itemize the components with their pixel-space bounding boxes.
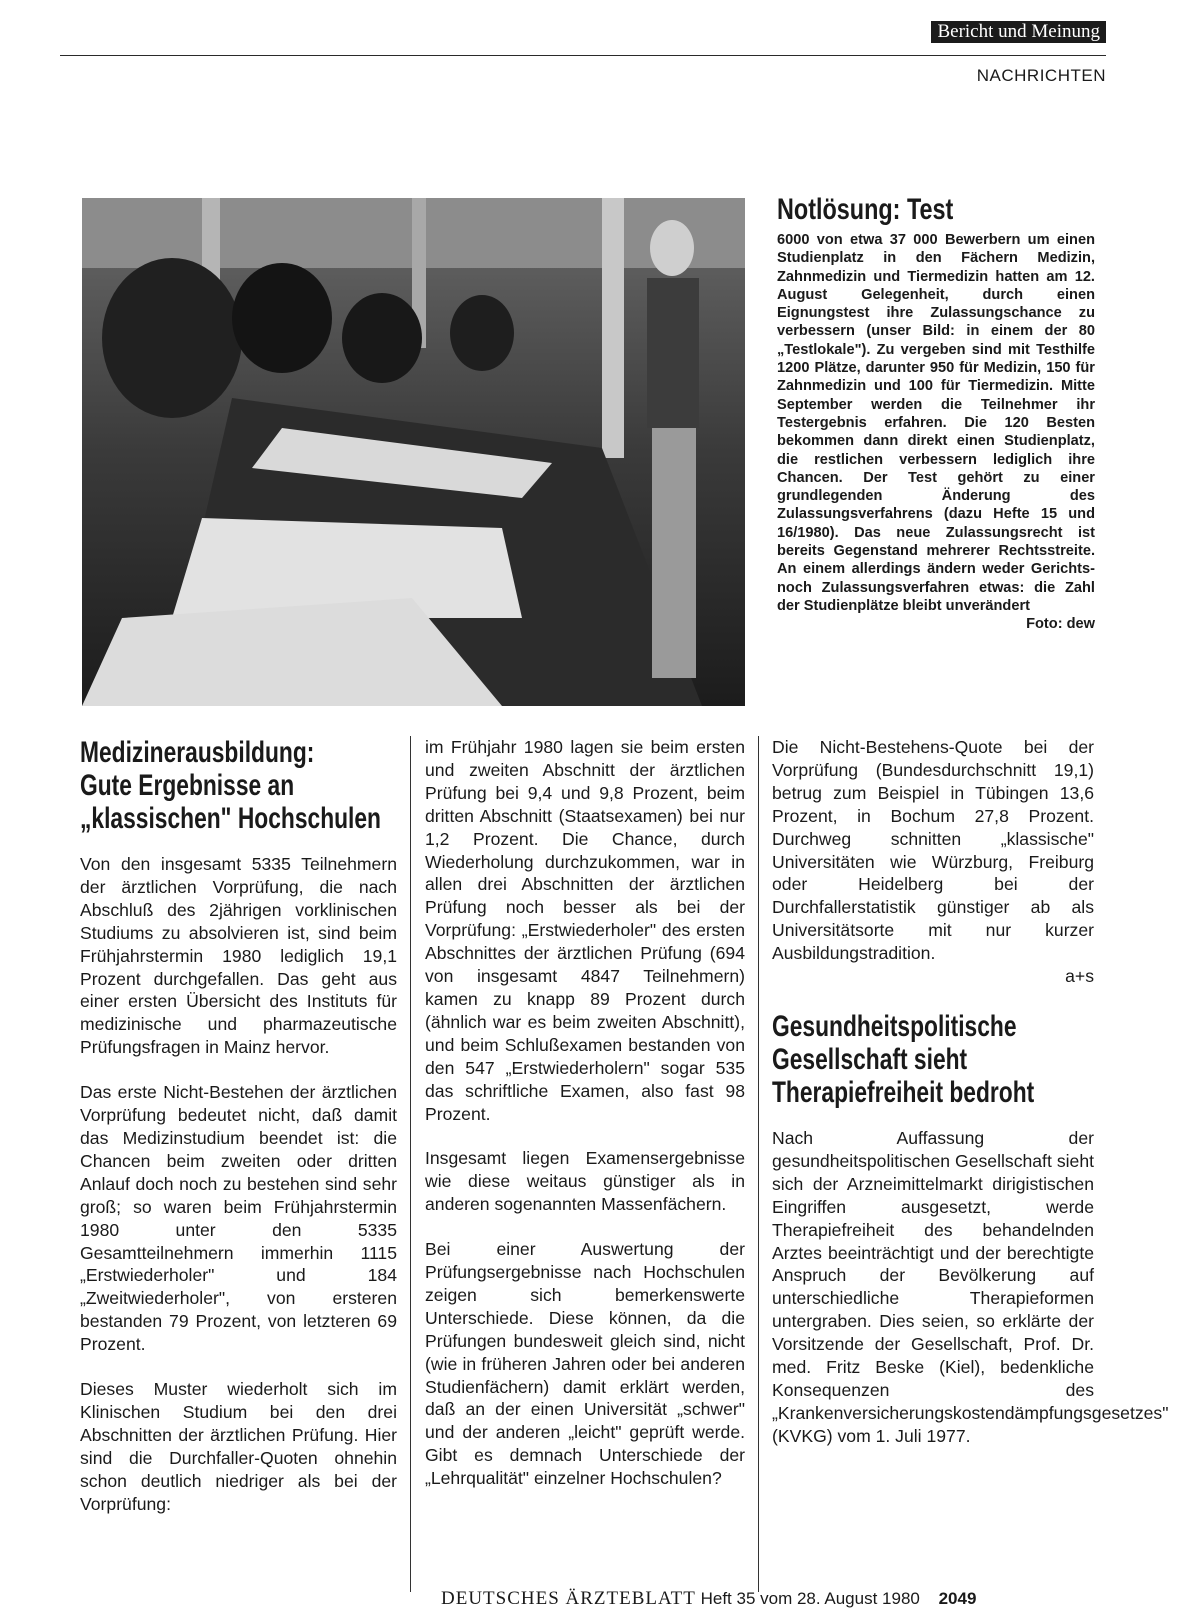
article-column-2 [425,736,745,1512]
header-rule [60,55,1106,56]
paragraph: Von den insgesamt 5335 Teilnehmern der ärztlichen Vorprüfung, die nach Abschluß des 2jährigen vorklinischen Studiums zu absolvieren ist, sind beim Frühjahrstermin 1980 lediglich 19,1 Prozent durchgefallen. Das geht aus einer ersten Übersicht des Instituts für medizinische und pharmazeutische Prüfungsfragen in Mainz hervor. [80,854,397,1058]
headline-line: Therapiefreiheit bedroht [772,1075,1035,1109]
issue-info: Heft 35 vom 28. August 1980 [700,1589,920,1608]
article-column-1 [80,736,397,1537]
caption-body [777,231,1095,633]
caption-title: Notlösung: Test [777,193,954,226]
section-badge: Bericht und Meinung [931,21,1106,43]
paragraph: Bei einer Auswertung der Prüfungsergebnisse nach Hochschulen zeigen sich bemerkenswerte Unterschiede. Diese können, da die Prüfungen bundesweit gleich sind, nicht (wie in früheren Jahren oder bei anderen Studienfächern) damit erklärt werden, daß an der einen Universität „schwer" und der anderen „leicht" geprüft werde. Gibt es demnach Unterschiede der „Lehrqualität" einzelner Hochschulen? [425,1239,745,1489]
paragraph: Die Nicht-Bestehens-Quote bei der Vorprüfung (Bundesdurchschnitt 19,1) betrug zum Beispiel in Tübingen 13,6 Prozent, in Bochum 27,8 Prozent. Durchweg schnitten „klassische" Universitäten wie Würzburg, Freiburg oder Heidelberg bei der Durchfallerstatistik günstiger ab als Universitätsorte mit nur kurzer Ausbildungstradition. [772,737,1094,964]
paragraph: Dieses Muster wiederholt sich im Klinischen Studium bei den drei Abschnitten der ärztlichen Prüfung. Hier sind die Durchfaller-Quoten ohnehin schon deutlich niedriger als bei der Vorprüfung: [80,1379,397,1514]
page-number: 2049 [938,1589,977,1608]
paragraph: Das erste Nicht-Bestehen der ärztlichen Vorprüfung bedeutet nicht, daß damit das Medizinstudium beendet ist: die Chancen beim zweiten oder dritten Anlauf doch noch zu bestehen sind sehr groß; so waren beim Frühjahrstermin 1980 unter den 5335 Gesamtteilnehmern immerhin 1115 „Erstwiederholer" und 184 „Zweitwiederholer", von ersteren bestanden 79 Prozent, von letzteren 69 Prozent. [80,1082,397,1355]
headline-line: Gesundheitspolitische [772,1009,1017,1043]
article-headline [772,1009,1035,1109]
photo-credit: Foto: dew [1026,616,1095,633]
headline-line: Gesellschaft sieht [772,1042,968,1076]
photo-caption [777,193,1095,634]
caption-text: 6000 von etwa 37 000 Bewerbern um einen Studienplatz in den Fächern Medizin, Zahnmedizin und Tiermedizin hatten am 12. August Gelegenheit, durch einen Eignungstest ihre Zulassungschance zu verbessern (unser Bild: in einem der 80 „Testlokale"). Zu vergeben sind mit Testhilfe 1200 Plätze, darunter 950 für Medizin, 150 für Zahnmedizin und 100 für Tiermedizin. Mitte September werden die Teilnehmer ihr Testergebnis erfahren. Die 120 Besten bekommen dann direkt einen Studienplatz, die restlichen verbessern lediglich ihre Chancen. Der Test gehört zu einer grundlegenden Änderung des Zulassungsverfahrens (dazu Hefte 15 und 16/1980). Das neue Zulassungsrecht ist bereits Gegenstand mehrerer Rechtsstreite. An einem allerdings ändern weder Gerichts- noch Zulassungsverfahren etwas: die Zahl der Studienplätze bleibt unverändert [777,232,1095,614]
headline-line: „klassischen" Hochschulen [80,802,381,835]
signature-line [772,965,1094,988]
section-label: NACHRICHTEN [976,66,1106,85]
column-divider [410,736,411,1592]
paragraph: Insgesamt liegen Examensergebnisse wie diese weitaus günstiger als in anderen sogenannten Massenfächern. [425,1148,745,1215]
paragraph: Nach Auffassung der gesundheitspolitischen Gesellschaft sieht sich der Arzneimittelmarkt dirigistischen Eingriffen ausgesetzt, werde Therapiefreiheit des behandelnden Arztes beeinträchtigt und der berechtigte Anspruch der Bevölkerung auf unterschiedliche Therapieformen untergraben. Dies seien, so erklärte der Vorsitzende der Gesellschaft, Prof. Dr. med. Fritz Beske (Kiel), bedenkliche Konsequenzen des „Krankenversicherungskostendämpfungsgesetzes" (KVKG) vom 1. Juli 1977. [772,1127,1169,1446]
paragraph: im Frühjahr 1980 lagen sie beim ersten und zweiten Abschnitt der ärztlichen Prüfung bei 9,4 und 9,8 Prozent, beim dritten Abschnitt (Staatsexamen) bei nur 1,2 Prozent. Die Chance, durch Wiederholung durchzukommen, war in allen drei Abschnitten der ärztlichen Prüfung noch besser als bei der Vorprüfung: „Erstwiederholer" des ersten Abschnittes der ärztlichen Prüfung (694 von insgesamt 4847 Teilnehmern) kamen zu knapp 89 Prozent durch (ähnlich war es beim zweiten Abschnitt), und beim Schlußexamen bestanden von den 547 „Erstwiederholern" sogar 535 das schriftliche Examen, also fast 98 Prozent. [425,737,745,1124]
author-signature: a+s [1065,966,1094,987]
journal-name: DEUTSCHES ÄRZTEBLATT [441,1588,696,1609]
exam-photo [82,198,745,706]
article-column-3 [772,736,1169,1470]
headline-line: Medizinerausbildung: [80,736,315,769]
column-divider [758,736,759,1592]
page-footer [441,1588,1101,1610]
headline-line: Gute Ergebnisse an [80,769,295,802]
article-headline [80,736,381,835]
